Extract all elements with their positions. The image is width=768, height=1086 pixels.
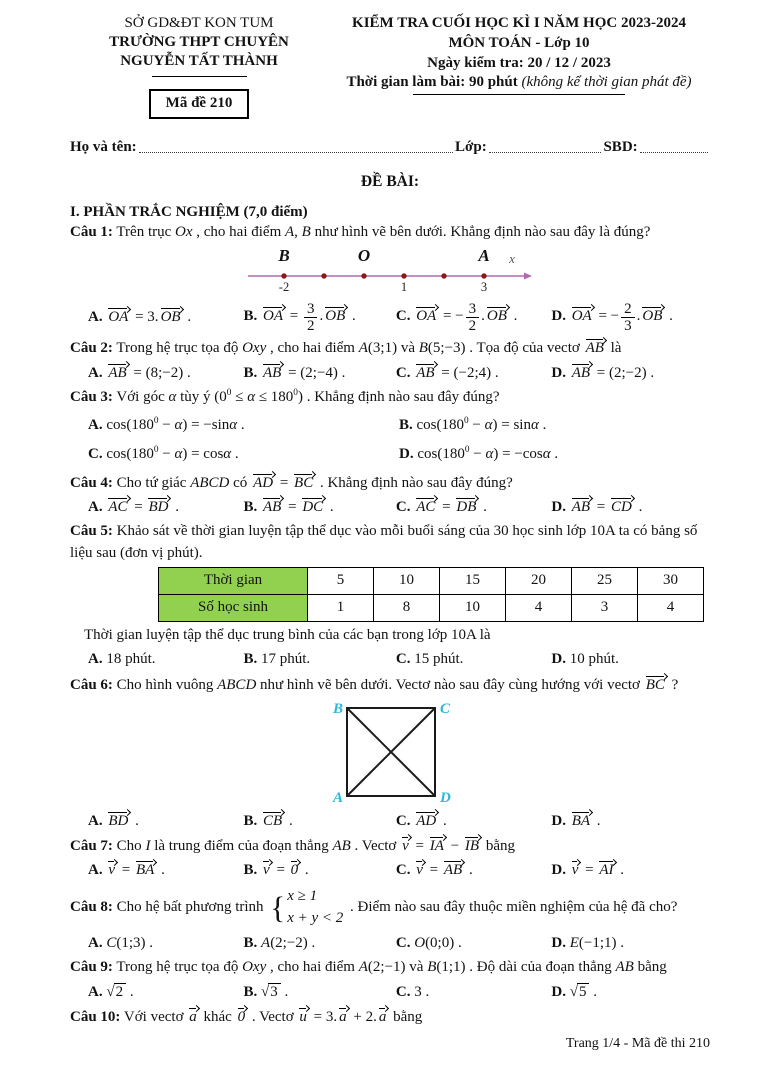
q5-options: [70, 648, 710, 671]
option-a: A. 18 phút.: [88, 651, 156, 668]
exam-code-box: [149, 89, 250, 119]
q1-number-line-figure: [70, 245, 710, 299]
question-9: [70, 957, 710, 1003]
school-name-line2: NGUYỄN TẤT THÀNH: [120, 53, 278, 70]
row-header-time: Thời gian: [159, 567, 308, 594]
question-text: Trong hệ trục tọa độ Oxy , cho hai điểm A(2;−1) và B(1;1) . Độ dài của đoạn thẳng AB bằng: [116, 959, 667, 976]
option-c: C. v = AB .: [396, 859, 552, 882]
square-svg: [305, 698, 475, 808]
option-d: D. $\cos(180^0 - \alpha) = -\cos\alpha$ .: [399, 445, 559, 463]
option-b: B. AB = DC .: [244, 496, 396, 519]
option-b: B. OA = $\frac{3}{2}$ . OB .: [243, 301, 356, 335]
q3-options: [70, 414, 710, 466]
axis-x-label: x: [509, 251, 515, 267]
option-a: A. $\cos(180^0 - \alpha) = -\sin\alpha$ .: [88, 415, 245, 433]
option-d: D. √5 .: [551, 983, 597, 1000]
question-3: [70, 387, 710, 465]
page-footer: Trang 1/4 - Mã đề thi 210: [565, 1036, 710, 1052]
question-7: [70, 835, 710, 882]
option-d: D. 10 phút.: [551, 651, 619, 668]
question-label: Câu 4:: [70, 474, 113, 491]
header-right-block: [328, 14, 710, 119]
point-a-label: A: [478, 246, 490, 266]
option-b: B. 17 phút.: [243, 651, 311, 668]
question-label: Câu 3:: [70, 389, 113, 406]
student-id-fill-line: [640, 152, 708, 153]
q6-square-figure: [70, 698, 710, 808]
option-a: A. v = BA .: [88, 859, 244, 882]
corner-b-label: B: [332, 700, 343, 717]
question-label: Câu 9:: [70, 959, 113, 976]
point-o-label: O: [357, 246, 371, 266]
option-d: D. BA .: [551, 810, 710, 833]
question-text: Với góc α tùy ý $(0^0 \le \alpha \le 180^0)$ . Khẳng định nào sau đây đúng?: [116, 388, 500, 406]
option-a: A. AC = BD .: [88, 496, 244, 519]
student-class-fill-line: [489, 152, 602, 153]
q8-options: [70, 932, 710, 955]
exam-subject: MÔN TOÁN - Lớp 10: [448, 34, 590, 51]
option-a: A. BD .: [88, 810, 244, 833]
exam-duration: Thời gian làm bài: 90 phút (không kể thời gian phát đề): [346, 74, 692, 91]
student-name-label: Họ và tên:: [70, 138, 137, 155]
option-b: B. $\cos(180^0 - \alpha) = \sin\alpha$ .: [399, 415, 547, 433]
question-8: [70, 885, 710, 955]
question-label: Câu 7:: [70, 838, 113, 854]
section-1-heading: I. PHẦN TRẮC NGHIỆM (7,0 điểm): [70, 203, 308, 220]
option-d: D. OA = − $\frac{2}{3}$ . OB .: [551, 301, 673, 335]
option-c: C. AC = DB .: [396, 496, 552, 519]
page-header: [70, 14, 710, 119]
question-1: [70, 222, 710, 334]
option-b: B. A(2;−2) .: [243, 934, 316, 951]
option-c: C. AB = (−2;4) .: [396, 362, 552, 385]
option-a: A. AB = (8;−2) .: [88, 362, 244, 385]
tick-3: 3: [480, 280, 488, 295]
option-d: D. AB = CD .: [551, 496, 710, 519]
department-name: SỞ GD&ĐT KON TUM: [124, 15, 274, 31]
option-b: B. AB = (2;−4) .: [244, 362, 396, 385]
question-label: Câu 10:: [70, 1009, 121, 1026]
question-label: Câu 2:: [70, 340, 113, 357]
number-line-svg: [240, 245, 540, 299]
question-text: Cho hệ bất phương trình { x ≥ 1 x + y < 2 . Điểm nào sau đây thuộc miền nghiệm của hệ đã cho?: [116, 887, 678, 927]
corner-a-label: A: [332, 789, 343, 806]
q1-options: [70, 301, 710, 334]
option-c: C. 15 phút.: [395, 651, 464, 668]
option-d: D. E(−1;1) .: [551, 934, 625, 951]
header-right-divider: [413, 94, 625, 95]
option-b: B. v = 0 .: [244, 859, 396, 882]
question-2: [70, 337, 710, 384]
question-text: Trên trục Ox , cho hai điểm A, B như hình vẽ bên dưới. Khẳng định nào sau đây là đúng?: [116, 224, 651, 241]
option-a: A. C(1;3) .: [88, 934, 154, 951]
option-d: D. AB = (2;−2) .: [551, 362, 710, 385]
corner-d-label: D: [440, 789, 451, 806]
option-c: C. 3 .: [395, 983, 430, 1000]
exam-title: KIỂM TRA CUỐI HỌC KÌ I NĂM HỌC 2023-2024: [352, 15, 686, 31]
option-c: C. O(0;0) .: [395, 934, 462, 951]
question-4: [70, 472, 710, 519]
student-id-label: SBD:: [603, 138, 638, 155]
option-c: C. OA = − $\frac{3}{2}$ . OB .: [395, 301, 518, 335]
q5-post-text: Thời gian luyện tập thể dục trung bình của các bạn trong lớp 10A là: [84, 626, 491, 643]
q5-data-table: [158, 567, 704, 622]
question-label: Câu 1:: [70, 224, 113, 241]
q4-options: [70, 496, 710, 519]
exam-code-label: Mã đề 210: [165, 94, 233, 111]
student-info-row: [70, 139, 710, 156]
table-row-time: Thời gian 5 10 15 20 25 30: [159, 567, 704, 594]
question-text: Khảo sát về thời gian luyện tập thể dục vào mỗi buổi sáng của 30 học sinh lớp 10A ta có bảng số liệu sau (đơn vị phút).: [70, 523, 698, 561]
option-d: D. v = AI .: [551, 859, 710, 882]
option-a: A. OA = 3. OB .: [88, 306, 244, 329]
option-c: C. AD .: [396, 810, 552, 833]
header-left-block: [70, 14, 328, 119]
tick-minus2: -2: [278, 280, 290, 295]
question-10: [70, 1006, 710, 1028]
student-name-fill-line: [139, 152, 453, 153]
question-text: Với vectơ a khác 0 . Vectơ u = 3. a + 2. a bằng: [124, 1009, 422, 1025]
row-header-count: Số học sinh: [159, 594, 308, 621]
option-c: C. $\cos(180^0 - \alpha) = \cos\alpha$ .: [88, 445, 239, 463]
question-text: Cho hình vuông ABCD như hình vẽ bên dưới. Vectơ nào sau đây cùng hướng với vectơ BC ?: [117, 677, 679, 693]
question-text: Cho tứ giác ABCD có AD = BC . Khẳng định nào sau đây đúng?: [117, 475, 513, 491]
question-label: Câu 5:: [70, 523, 113, 540]
q2-options: [70, 362, 710, 385]
question-5: [70, 521, 710, 670]
question-text: Trong hệ trục tọa độ Oxy , cho hai điểm A(3;1) và B(5;−3) . Tọa độ của vectơ AB là: [116, 340, 621, 356]
exam-date: Ngày kiểm tra: 20 / 12 / 2023: [427, 54, 611, 71]
q6-options: [70, 810, 710, 833]
document-title: ĐỀ BÀI:: [360, 172, 420, 190]
q9-options: [70, 981, 710, 1004]
question-label: Câu 8:: [70, 898, 113, 915]
question-label: Câu 6:: [70, 676, 113, 693]
option-a: A. √2 .: [88, 983, 134, 1000]
corner-c-label: C: [440, 700, 451, 717]
q7-options: [70, 859, 710, 882]
point-b-label: B: [278, 246, 290, 266]
header-left-divider: [152, 76, 247, 77]
student-class-label: Lớp:: [455, 138, 487, 155]
school-name-line1: TRƯỜNG THPT CHUYÊN: [109, 34, 289, 51]
option-b: B. √3 .: [243, 983, 289, 1000]
tick-1: 1: [400, 280, 408, 295]
table-row-count: Số học sinh 1 8 10 4 3 4: [159, 594, 704, 621]
option-b: B. CB .: [244, 810, 396, 833]
question-6: [70, 674, 710, 832]
question-text: Cho I là trung điểm của đoạn thẳng AB . Vectơ v = IA − IB bằng: [117, 838, 515, 854]
